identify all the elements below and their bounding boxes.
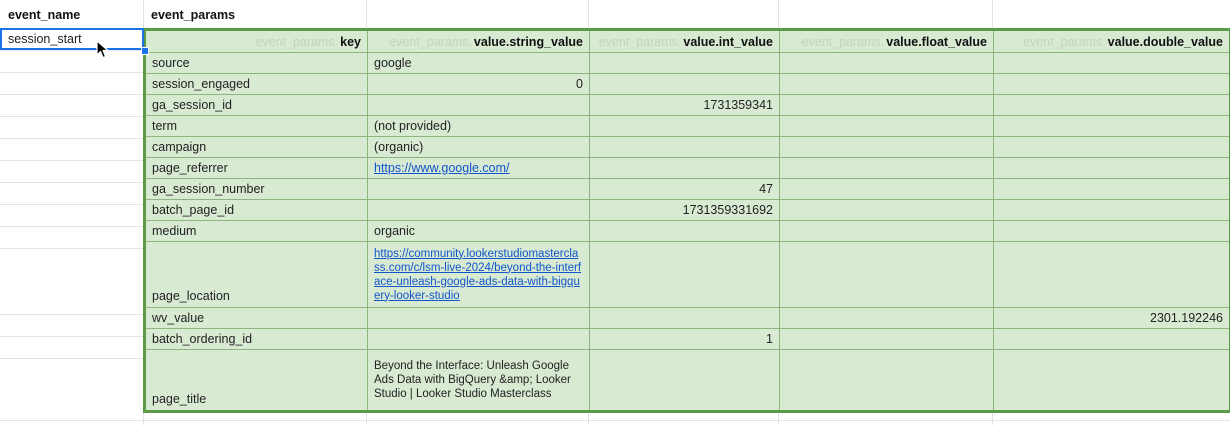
param-key-cell[interactable]: session_engaged — [145, 74, 368, 95]
table-row — [145, 221, 1230, 242]
nested-header-string-value[interactable] — [368, 30, 590, 53]
nested-header-float-value[interactable] — [780, 30, 994, 53]
string-value-cell[interactable] — [368, 329, 590, 350]
int-value-cell[interactable] — [590, 158, 780, 179]
param-key-cell[interactable]: batch_page_id — [145, 200, 368, 221]
float-value-cell[interactable] — [780, 179, 994, 200]
table-row — [145, 308, 1230, 329]
string-value-cell[interactable]: google — [368, 53, 590, 74]
string-value-cell[interactable]: organic — [368, 221, 590, 242]
table-row — [145, 137, 1230, 158]
double-value-cell[interactable] — [994, 158, 1230, 179]
int-value-cell[interactable] — [590, 137, 780, 158]
int-value-cell[interactable]: 47 — [590, 179, 780, 200]
float-value-cell[interactable] — [780, 74, 994, 95]
header-label: value.double_value — [1107, 34, 1223, 49]
int-value-cell[interactable]: 1731359341 — [590, 95, 780, 116]
param-key-cell[interactable]: batch_ordering_id — [145, 329, 368, 350]
nested-header-row — [145, 30, 1230, 53]
double-value-cell[interactable] — [994, 242, 1230, 308]
page-location-link[interactable]: https://community.lookerstudiomasterclass.com/c/lsm-live-2024/beyond-the-interface-unleash-google-ads-data-with-bigquery-looker-studio — [374, 247, 582, 302]
string-value-cell[interactable] — [368, 95, 590, 116]
double-value-cell[interactable] — [994, 350, 1230, 412]
string-value-cell[interactable]: (organic) — [368, 137, 590, 158]
header-prefix: event_params. — [255, 34, 339, 49]
double-value-cell[interactable] — [994, 95, 1230, 116]
float-value-cell[interactable] — [780, 53, 994, 74]
header-label: value.float_value — [886, 34, 987, 49]
double-value-cell[interactable] — [994, 221, 1230, 242]
param-key-cell[interactable]: ga_session_id — [145, 95, 368, 116]
header-prefix: event_params. — [1022, 34, 1106, 49]
nested-header-double-value[interactable] — [994, 30, 1230, 53]
table-row — [145, 158, 1230, 179]
header-prefix: event_params. — [389, 34, 472, 49]
param-key-cell[interactable]: ga_session_number — [145, 179, 368, 200]
double-value-cell[interactable] — [994, 116, 1230, 137]
event-params-nested-table — [143, 28, 1230, 413]
column-header-event-name[interactable]: event_name — [8, 8, 81, 22]
fill-handle[interactable] — [141, 47, 149, 55]
float-value-cell[interactable] — [780, 329, 994, 350]
table-row — [145, 179, 1230, 200]
string-value-cell[interactable]: Beyond the Interface: Unleash Google Ads Data with BigQuery &amp; Looker Studio | Looker Studio Masterclass — [368, 350, 590, 412]
double-value-cell[interactable] — [994, 200, 1230, 221]
int-value-cell[interactable] — [590, 74, 780, 95]
double-value-cell[interactable]: 2301.192246 — [994, 308, 1230, 329]
double-value-cell[interactable] — [994, 329, 1230, 350]
table-row — [145, 242, 1230, 308]
param-key-cell[interactable]: medium — [145, 221, 368, 242]
double-value-cell[interactable] — [994, 53, 1230, 74]
nested-header-int-value[interactable] — [590, 30, 780, 53]
int-value-cell[interactable] — [590, 350, 780, 412]
param-key-cell[interactable]: campaign — [145, 137, 368, 158]
mouse-pointer-icon — [96, 40, 110, 60]
string-value-cell[interactable] — [368, 158, 590, 179]
int-value-cell[interactable] — [590, 242, 780, 308]
string-value-cell[interactable]: (not provided) — [368, 116, 590, 137]
float-value-cell[interactable] — [780, 308, 994, 329]
float-value-cell[interactable] — [780, 221, 994, 242]
string-value-cell[interactable] — [368, 308, 590, 329]
param-key-cell[interactable]: page_referrer — [145, 158, 368, 179]
int-value-cell[interactable] — [590, 221, 780, 242]
header-label: value.string_value — [473, 34, 583, 49]
float-value-cell[interactable] — [780, 200, 994, 221]
double-value-cell[interactable] — [994, 74, 1230, 95]
table-row — [145, 200, 1230, 221]
double-value-cell[interactable] — [994, 137, 1230, 158]
page-referrer-link[interactable]: https://www.google.com/ — [374, 161, 510, 175]
float-value-cell[interactable] — [780, 158, 994, 179]
float-value-cell[interactable] — [780, 95, 994, 116]
gridline — [0, 420, 1230, 421]
string-value-cell[interactable]: 0 — [368, 74, 590, 95]
float-value-cell[interactable] — [780, 350, 994, 412]
table-row — [145, 53, 1230, 74]
header-label: value.int_value — [683, 34, 773, 49]
float-value-cell[interactable] — [780, 116, 994, 137]
int-value-cell[interactable] — [590, 116, 780, 137]
column-header-event-params[interactable]: event_params — [151, 8, 236, 22]
param-key-cell[interactable]: page_location — [145, 242, 368, 308]
string-value-cell[interactable] — [368, 179, 590, 200]
param-key-cell[interactable]: term — [145, 116, 368, 137]
float-value-cell[interactable] — [780, 242, 994, 308]
header-prefix: event_params. — [801, 34, 885, 49]
string-value-cell[interactable] — [368, 242, 590, 308]
selected-cell-event-name[interactable]: session_start — [0, 28, 144, 50]
param-key-cell[interactable]: source — [145, 53, 368, 74]
table-row — [145, 116, 1230, 137]
nested-header-key[interactable] — [145, 30, 368, 53]
header-label: key — [340, 34, 361, 49]
table-row — [145, 350, 1230, 412]
int-value-cell[interactable] — [590, 308, 780, 329]
table-row — [145, 74, 1230, 95]
header-prefix: event_params. — [598, 34, 682, 49]
double-value-cell[interactable] — [994, 179, 1230, 200]
int-value-cell[interactable]: 1 — [590, 329, 780, 350]
int-value-cell[interactable] — [590, 53, 780, 74]
table-row — [145, 329, 1230, 350]
int-value-cell[interactable]: 1731359331692 — [590, 200, 780, 221]
param-key-cell[interactable]: page_title — [145, 350, 368, 412]
table-row — [145, 95, 1230, 116]
float-value-cell[interactable] — [780, 137, 994, 158]
param-key-cell[interactable]: wv_value — [145, 308, 368, 329]
string-value-cell[interactable] — [368, 200, 590, 221]
